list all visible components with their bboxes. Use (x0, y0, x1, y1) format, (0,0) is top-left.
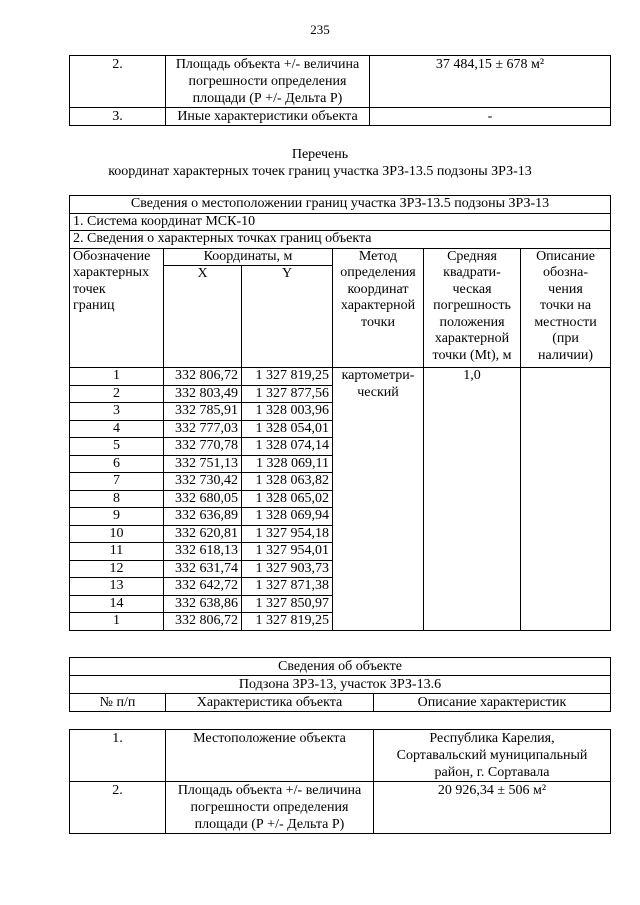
x-header: X (164, 266, 242, 368)
object-info-table (69, 657, 611, 712)
x-coordinate: 332 785,91 (164, 403, 242, 421)
heading-line-1: Перечень (291, 147, 349, 162)
table-row (70, 782, 611, 834)
y-header: Y (242, 266, 333, 368)
row-number: 1. (70, 730, 166, 782)
error-header: Средняя квадрати- ческая погрешность положения характерной точки (Mt), м (424, 248, 521, 368)
y-coordinate: 1 328 054,01 (242, 420, 333, 438)
section-heading (0, 146, 640, 180)
y-coordinate: 1 327 871,38 (242, 578, 333, 596)
row-number: 3. (70, 108, 166, 126)
row-number: 2. (70, 56, 166, 108)
coordinates-header: Координаты, м (164, 248, 333, 266)
y-coordinate: 1 328 065,02 (242, 490, 333, 508)
method-value: картометри- ческий (333, 368, 424, 631)
y-coordinate: 1 327 903,73 (242, 560, 333, 578)
characteristic-value: - (370, 108, 611, 126)
x-coordinate: 332 730,42 (164, 473, 242, 491)
point-number: 5 (70, 438, 164, 456)
y-coordinate: 1 328 063,82 (242, 473, 333, 491)
y-coordinate: 1 327 819,25 (242, 368, 333, 386)
description-header: Описание обозна- чения точки на местности (при наличии) (521, 248, 611, 368)
point-number: 14 (70, 595, 164, 613)
x-coordinate: 332 642,72 (164, 578, 242, 596)
description-column-header: Описание характеристик (374, 694, 611, 712)
y-coordinate: 1 327 877,56 (242, 385, 333, 403)
point-number: 12 (70, 560, 164, 578)
bottom-characteristics-table (69, 729, 611, 834)
x-coordinate: 332 620,81 (164, 525, 242, 543)
point-number: 6 (70, 455, 164, 473)
x-coordinate: 332 806,72 (164, 368, 242, 386)
method-header: Метод определения координат характерной точки (333, 248, 424, 368)
point-number: 13 (70, 578, 164, 596)
heading-line-2: координат характерных точек границ участка ЗРЗ-13.5 подзоны ЗРЗ-13 (108, 164, 532, 179)
point-number: 2 (70, 385, 164, 403)
point-row (70, 368, 611, 386)
characteristic-value: Республика Карелия, Сортавальский муниципальный район, г. Сортавала (374, 730, 611, 782)
point-number: 3 (70, 403, 164, 421)
y-coordinate: 1 327 954,18 (242, 525, 333, 543)
x-coordinate: 332 777,03 (164, 420, 242, 438)
characteristic-label: Иные характеристики объекта (166, 108, 370, 126)
y-coordinate: 1 327 819,25 (242, 613, 333, 631)
y-coordinate: 1 328 069,94 (242, 508, 333, 526)
coordinates-table-title: Сведения о местоположении границ участка ЗРЗ-13.5 подзоны ЗРЗ-13 (70, 196, 611, 214)
object-info-subtitle: Подзона ЗРЗ-13, участок ЗРЗ-13.6 (70, 676, 611, 694)
x-coordinate: 332 680,05 (164, 490, 242, 508)
x-coordinate: 332 751,13 (164, 455, 242, 473)
x-coordinate: 332 770,78 (164, 438, 242, 456)
object-info-title: Сведения об объекте (70, 658, 611, 676)
description-value (521, 368, 611, 631)
coordinate-system: 1. Система координат МСК-10 (70, 213, 611, 231)
x-coordinate: 332 636,89 (164, 508, 242, 526)
point-number: 8 (70, 490, 164, 508)
characteristic-label: Площадь объекта +/- величина погрешности определения площади (Р +/- Дельта Р) (166, 782, 374, 834)
characteristic-column-header: Характеристика объекта (166, 694, 374, 712)
characteristic-label: Площадь объекта +/- величина погрешности определения площади (Р +/- Дельта Р) (166, 56, 370, 108)
x-coordinate: 332 806,72 (164, 613, 242, 631)
point-number: 10 (70, 525, 164, 543)
designation-header: Обозначение характерных точек границ (70, 248, 164, 368)
point-number: 9 (70, 508, 164, 526)
error-value: 1,0 (424, 368, 521, 631)
x-coordinate: 332 638,86 (164, 595, 242, 613)
y-coordinate: 1 327 850,97 (242, 595, 333, 613)
characteristic-label: Местоположение объекта (166, 730, 374, 782)
point-number: 4 (70, 420, 164, 438)
table-row (70, 56, 611, 108)
page-number: 235 (310, 22, 330, 37)
table-row (70, 730, 611, 782)
x-coordinate: 332 803,49 (164, 385, 242, 403)
y-coordinate: 1 328 069,11 (242, 455, 333, 473)
point-number: 1 (70, 368, 164, 386)
y-coordinate: 1 328 003,96 (242, 403, 333, 421)
characteristic-value: 37 484,15 ± 678 м² (370, 56, 611, 108)
point-number: 1 (70, 613, 164, 631)
point-number: 7 (70, 473, 164, 491)
point-number: 11 (70, 543, 164, 561)
points-section-title: 2. Сведения о характерных точках границ объекта (70, 231, 611, 249)
number-column-header: № п/п (70, 694, 166, 712)
coordinates-table (69, 195, 611, 631)
top-characteristics-table (69, 55, 611, 126)
x-coordinate: 332 618,13 (164, 543, 242, 561)
y-coordinate: 1 328 074,14 (242, 438, 333, 456)
characteristic-value: 20 926,34 ± 506 м² (374, 782, 611, 834)
y-coordinate: 1 327 954,01 (242, 543, 333, 561)
table-row (70, 108, 611, 126)
row-number: 2. (70, 782, 166, 834)
x-coordinate: 332 631,74 (164, 560, 242, 578)
